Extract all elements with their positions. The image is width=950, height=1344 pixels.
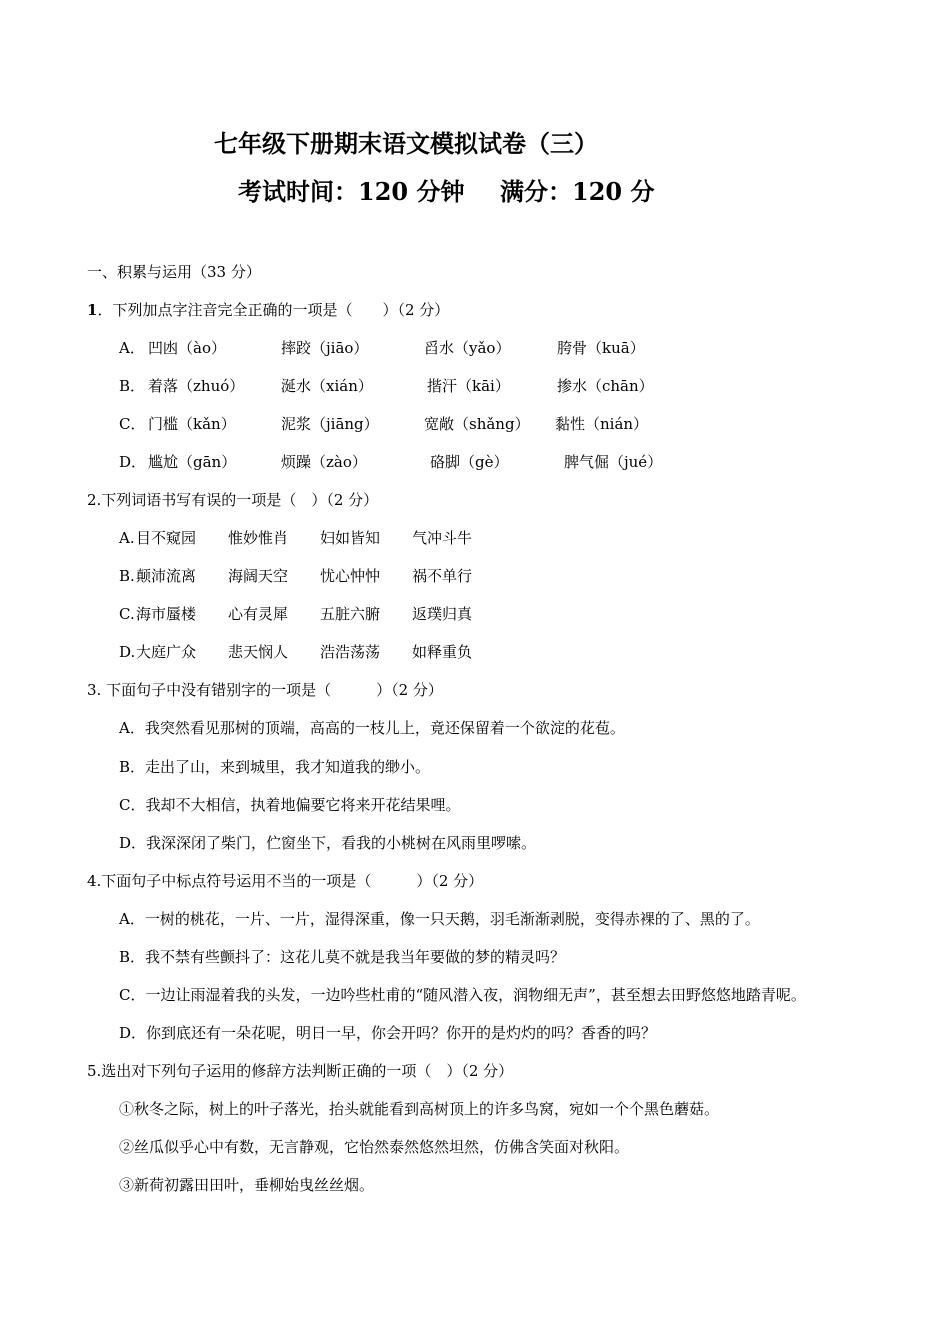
q4-option-b: B．我不禁有些颤抖了：这花儿莫不就是我当年要做的梦的精灵吗？ [119,948,566,966]
q5-sentence-2: ②丝瓜似乎心中有数，无言静观，它怡然泰然悠然坦然，仿佛含笑面对秋阳。 [119,1138,630,1156]
option-letter: A． [119,339,145,357]
option-letter: B. [119,567,135,585]
question-3: 3. 下面句子中没有错别字的一项是（ ）（2 分） [87,681,443,699]
q3-option-a: A．我突然看见那树的顶端，高高的一枝儿上，竟还保留着一个欲淀的花苞。 [119,719,625,737]
option-letter: C. [119,605,135,623]
q3-option-b: B．走出了山，来到城里，我才知道我的缈小。 [119,758,431,776]
option-item: 舀水（yǎo） [424,339,511,357]
q4-option-a: A．一树的桃花，一片、一片，湿得深重，像一只天鹅，羽毛渐渐剥脱，变得赤裸的了、黑的了。 [119,910,760,928]
option-item: 忧心忡忡 [320,567,381,585]
option-item: 气冲斗牛 [412,529,473,547]
option-item: 门槛（kǎn） [148,415,236,433]
option-item: 祸不单行 [412,567,473,585]
question-5: 5.选出对下列句子运用的修辞方法判断正确的一项（ ）（2 分） [87,1062,514,1080]
q3-option-d: D．我深深闭了柴门，伫窗坐下，看我的小桃树在风雨里啰嗦。 [119,834,537,852]
option-item: 海市蜃楼 [136,605,197,623]
question-4: 4.下面句子中标点符号运用不当的一项是（ ）（2 分） [87,872,484,890]
exam-time: 考试时间：120 分钟 [238,177,465,206]
option-item: 大庭广众 [136,643,197,661]
q5-sentence-3: ③新荷初露田田叶，垂柳始曳丝丝烟。 [119,1176,375,1194]
option-letter: C． [119,415,146,433]
exam-title: 七年级下册期末语文模拟试卷（三） [214,129,598,158]
section-heading: 一、积累与运用（33 分） [87,263,261,281]
option-letter: A. [119,529,135,547]
question-2: 2.下列词语书写有误的一项是（ ）（2 分） [87,491,379,509]
option-item: 海阔天空 [228,567,289,585]
option-item: 浩浩荡荡 [320,643,381,661]
question-1-number: 1 [87,301,98,319]
option-item: 涎水（xián） [281,377,373,395]
exam-score: 满分：120 分 [500,177,655,206]
option-item: 目不窥园 [136,529,197,547]
question-1-text: ．下列加点字注音完全正确的一项是（ ）（2 分） [97,301,450,319]
option-item: 五脏六腑 [320,605,381,623]
question-1 [87,300,449,320]
q3-option-c: C．我却不大相信，执着地偏要它将来开花结果哩。 [119,796,461,814]
option-item: 揩汗（kāi） [427,377,510,395]
q4-option-c: C．一边让雨湿着我的头发，一边吟些杜甫的“随风潜入夜，润物细无声”，甚至想去田野悠悠地踏青呢。 [119,986,806,1004]
q5-sentence-1: ①秋冬之际，树上的叶子落光，抬头就能看到高树顶上的许多鸟窝，宛如一个个黑色蘑菇。 [119,1100,720,1118]
option-item: 妇如皆知 [320,529,381,547]
option-item: 宽敞（shǎng） [424,415,530,433]
option-item: 凹凼（ào） [148,339,226,357]
option-item: 惟妙惟肖 [228,529,289,547]
option-item: 黏性（nián） [555,415,649,433]
option-item: 悲天悯人 [228,643,289,661]
option-item: 如释重负 [412,643,473,661]
option-item: 尴尬（gān） [148,453,237,471]
option-item: 返璞归真 [412,605,473,623]
option-item: 胯骨（kuā） [557,339,645,357]
option-item: 摔跤（jiāo） [281,339,369,357]
option-item: 泥浆（jiāng） [281,415,379,433]
option-letter: D． [119,453,147,471]
option-item: 掺水（chān） [557,377,654,395]
option-item: 颠沛流离 [136,567,197,585]
option-letter: B． [119,377,146,395]
q4-option-d: D．你到底还有一朵花呢，明日一早，你会开吗？你开的是灼灼的吗？香香的吗？ [119,1024,657,1042]
option-item: 烦躁（zào） [281,453,367,471]
option-item: 硌脚（gè） [430,453,509,471]
option-letter: D. [119,643,136,661]
option-item: 心有灵犀 [228,605,289,623]
option-item: 脾气倔（jué） [564,453,663,471]
option-item: 着落（zhuó） [148,377,245,395]
